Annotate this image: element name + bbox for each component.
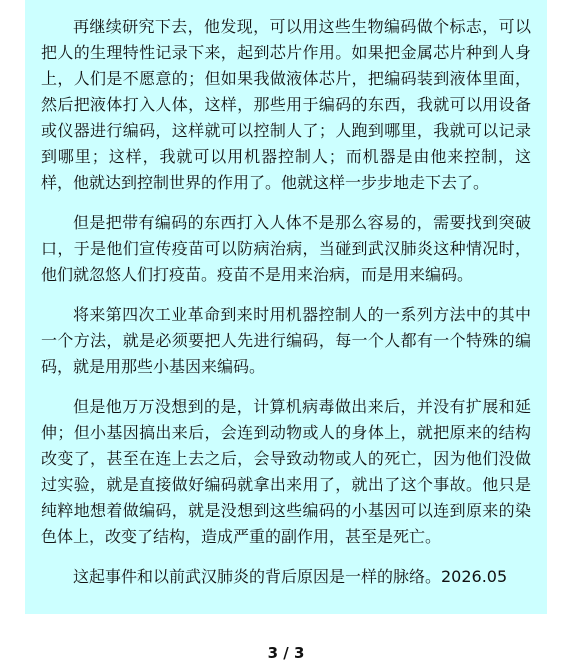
paragraph-2: 但是把带有编码的东西打入人体不是那么容易的，需要找到突破口，于是他们宣传疫苗可以防病治病，当碰到武汉肺炎这种情况时，他们就忽悠人们打疫苗。疫苗不是用来治病，而是用来编码。: [41, 213, 531, 284]
paragraph-1: 再继续研究下去，他发现，可以用这些生物编码做个标志，可以把人的生理特性记录下来，起到芯片作用。如果把金属芯片种到人身上，人们是不愿意的；但如果我做液体芯片，把编码装到液体里面，然后把液体打入人体，这样，那些用于编码的东西，我就可以用设备或仪器进行编码，这样就可以控制人了；人跑到哪里，我就可以记录到哪里；这样，我就可以用机器控制人；而机器是由他来控制，这样，他就达到控制世界的作用了。他就这样一步步地走下去了。: [41, 17, 531, 192]
document-body: [25, 0, 547, 614]
paragraph-4: 但是他万万没想到的是，计算机病毒做出来后，并没有扩展和延伸；但小基因搞出来后，会连到动物或人的身体上，就把原来的结构改变了，甚至在连上去之后，会导致动物或人的死亡，因为他们没做过实验，就是直接做好编码就拿出来用了，就出了这个事故。他只是纯粹地想着做编码，就是没想到这些编码的小基因可以连到原来的染色体上，改变了结构，造成严重的副作用，甚至是死亡。: [41, 397, 531, 546]
paragraph-5: 这起事件和以前武汉肺炎的背后原因是一样的脉络。2026.05: [73, 567, 508, 586]
page-number: 3 / 3: [267, 644, 305, 662]
paragraph-3: 将来第四次工业革命到来时用机器控制人的一系列方法中的其中一个方法，就是必须要把人先进行编码，每一个人都有一个特殊的编码，就是用那些小基因来编码。: [41, 305, 531, 376]
